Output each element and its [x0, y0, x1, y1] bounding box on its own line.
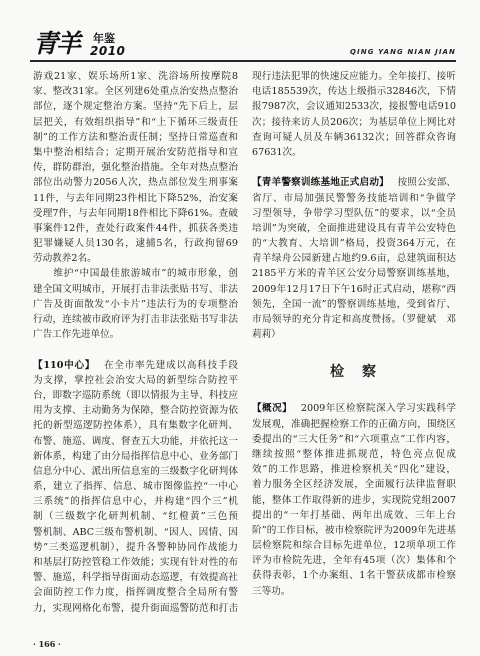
section-title: 检 察: [330, 364, 378, 381]
text-line: 新体系，构建了由分局指挥信息中心、业务部门: [33, 450, 238, 462]
text-line: [33, 358, 238, 373]
text-line: 家、整改31家。全区列建6处重点治安热点整治: [33, 86, 238, 98]
article-police-training-base: [252, 175, 456, 342]
article-procuratorate-overview: [252, 401, 456, 598]
text-line: 劳动教养2名。: [33, 253, 97, 265]
paragraph-110-continued: [252, 69, 456, 160]
text-line: 效”的工作思路，推进检察机关“四化”建设，: [252, 464, 456, 476]
text-line: 11件，与去年同期23件相比下降52%，治安案: [33, 192, 238, 204]
text-line: [252, 401, 456, 416]
text-line: 和基层打防控管稳工作效能；实现有针对性的布: [33, 557, 238, 568]
text-line: 层检察院和综合目标先进单位，12项单项工作: [252, 540, 456, 552]
yearbook-logo-year: 2010: [90, 44, 126, 58]
text-line: 阶”的工作目标，被市检察院评为2009年先进基: [252, 524, 456, 536]
text-line: 传，群防群治，强化整治措施。全年对热点整治: [33, 162, 238, 174]
text-line: 培训”为突破，全面推进建设具有青羊公安特色: [252, 222, 456, 234]
text-line: 2185平方米的青羊区公安分局警察训练基地，: [252, 268, 456, 280]
article-110-center: [33, 358, 238, 616]
text-line: 会面防控工作力度，指挥调度整合全局所有警: [33, 587, 238, 599]
text-line: 广告工作先进单位。: [33, 329, 120, 341]
text-line: 着力服务全区经济发展，全面履行法律监督职: [252, 479, 456, 491]
yearbook-logo-subtitle: 年鉴: [93, 32, 115, 45]
article-label: 【概况】: [252, 403, 293, 415]
page-number: · 166 ·: [33, 639, 61, 649]
text-line: 维护“中国最佳旅游城市”的城市形象，创: [33, 268, 238, 280]
text-line: 部位，逐个规定整治方案。坚持“先下后上，层: [33, 101, 238, 113]
text-line: 习型领导，争带学习型队伍”的要求，以“全员: [252, 207, 456, 219]
text-line: 部位出动警力2056人次，热点部位发生刑事案: [33, 177, 238, 189]
text-run: 在全市率先建成以高科技手段: [103, 359, 238, 371]
text-line: 评为市检院先进，全年有45项（次）集体和个: [252, 555, 456, 567]
text-line: 市局领导的充分肯定和高度赞扬。（罗健斌 邓: [252, 314, 456, 325]
right-column: [252, 69, 456, 599]
text-line: 查询可疑人员及车辆36132次；回答群众咨询: [252, 131, 456, 143]
text-line: 建全国文明城市，开展打击非法张贴书写、非法: [33, 283, 238, 295]
paragraph-entertainment-venues: [33, 69, 238, 266]
text-line: 警机制、ABC三级布警机制、“因人、因情、因: [33, 526, 238, 538]
text-line: [252, 175, 456, 190]
text-line: 行动，连续被市政府评为打击非法张贴书写非法: [33, 314, 238, 325]
text-line: 受理7件，与去年同期18件相比下降61%。查破: [33, 207, 238, 219]
text-line: 台，即数字巡防系统（即以情报为主导、科技应: [33, 389, 238, 401]
text-line: 次；接待来访人员206次；为基层单位上网比对: [252, 116, 456, 128]
text-run: 2009年区检察院深入学习实践科学: [300, 403, 456, 415]
left-column: [33, 69, 238, 616]
text-line: 提出的“一年打基础、两年出成效、三年上台: [252, 509, 456, 521]
text-line: 现行违法犯罪的快速反应能力。全年接打、接听: [252, 71, 456, 82]
text-line: 广告及街面散发“小卡片”违法行为的专项整治: [33, 298, 238, 310]
text-line: 报7987次，会议通知2533次，接报警电话910: [252, 101, 456, 113]
text-line: 三等功。: [252, 585, 291, 597]
text-line: 布警、施巡、调度、督查五大功能，并依托这一: [33, 435, 238, 447]
text-line: 能，整体工作取得新的进步，实现院党组2007: [252, 494, 456, 506]
text-line: 发展观，准确把握检察工作的正确方向，围绕区: [252, 418, 456, 430]
text-line: 游戏21家、娱乐场所1家、洗浴场所按摩院8: [33, 71, 238, 82]
text-line: 力，实现网格化布警，提升街面巡警防范和打击: [33, 602, 238, 614]
article-label: 【青羊警察训练基地正式启动】: [252, 177, 389, 189]
text-line: 继续按照“整体推进抓规范，特色亮点促成: [252, 448, 456, 460]
text-run: 按照公安部、: [397, 177, 456, 189]
text-line: 委提出的“三大任务”和“六项重点”工作内容，: [252, 433, 456, 445]
text-line: 青羊绿舟公园新建占地约9.6亩，总建筑面积达: [252, 253, 456, 265]
text-line: 省厅、市局加强民警警务技能培训和“争做学: [252, 192, 456, 204]
text-line: 的“大教育、大培训”格局，投资364万元，在: [252, 238, 456, 250]
text-line: 系，建立了指挥、信息、城市图像监控“一中心: [33, 481, 238, 493]
text-line: 警、施巡，科学指导街面动态巡逻，有效提高社: [33, 572, 238, 584]
text-line: 犯罪嫌疑人员130名，逮捕5名，行政拘留69: [33, 238, 238, 250]
text-line: 三系统”的指挥信息中心，并构建“四个三”机: [33, 496, 238, 508]
text-line: 势”三类巡逻机制），提升各警种协同作战能力: [33, 541, 238, 553]
text-line: 67631次。: [252, 146, 302, 158]
text-line: 电话185539次，传达上级指示32846次，下情: [252, 86, 456, 98]
text-line: 集中整治相结合；定期开展治安防范指导和宣: [33, 146, 238, 158]
text-line: 用为支撑、主动勤务为保障，整合防控资源为依: [33, 405, 238, 417]
text-line: 领先，全国一流”的警察训练基地，受到省厅、: [252, 298, 456, 310]
yearbook-logo: 青羊: [33, 29, 80, 58]
text-line: 信息分中心、派出所信息室的三级数字化研判体: [33, 465, 238, 477]
text-line: 2009年12月17日下午16时正式启动，堪称“西: [252, 283, 456, 295]
header-rule: [30, 60, 456, 62]
text-line: 制（三级数字化研判机制、“红橙黄”三色预: [33, 511, 238, 523]
article-label: 【110中心】: [33, 359, 96, 371]
paragraph-city-image: [33, 266, 238, 342]
text-line: 获得表彰，1个办案组、1名干警获成都市检察: [252, 570, 456, 582]
header-pinyin: QING YANG NIAN JIAN: [349, 48, 456, 56]
text-line: 层把关，有效组织指导”和“上下循环三级责任: [33, 116, 238, 128]
text-line: 托的新型巡逻防控体系），具有集数字化研判、: [33, 420, 238, 432]
text-line: 莉莉）: [252, 329, 281, 341]
text-line: 事案件12件，查处行政案件44件，抓获各类违: [33, 222, 238, 234]
text-line: 制”的工作方法和整治责任制；坚持日常巡查和: [33, 131, 238, 143]
text-line: 为支撑，掌控社会治安大局的新型综合防控平: [33, 374, 238, 386]
